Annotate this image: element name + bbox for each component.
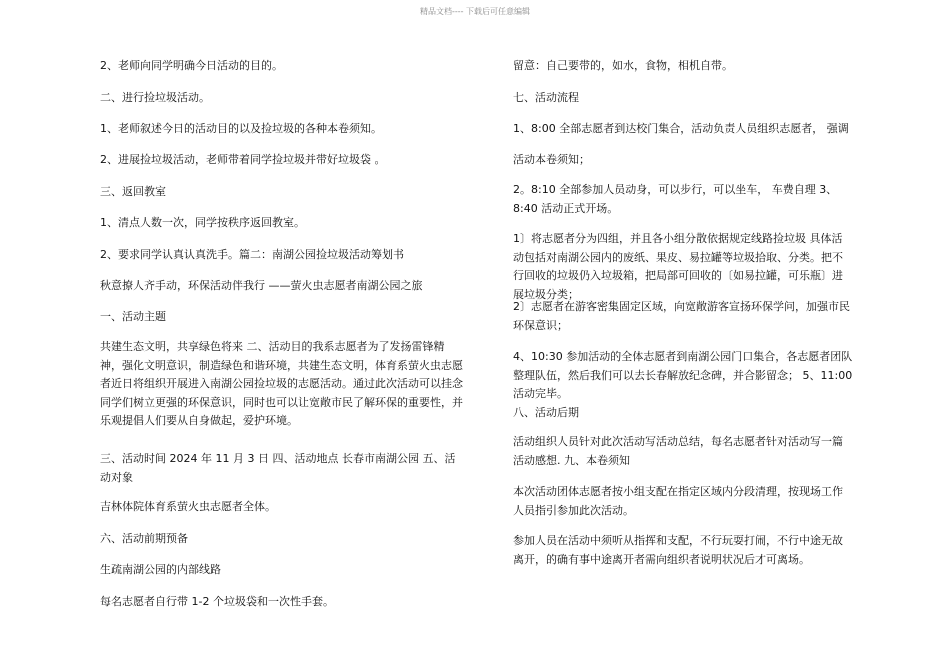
- page-header: 精品文档---- 下载后可任意编辑: [419, 7, 531, 16]
- paragraph: 吉林体院体育系萤火虫志愿者全体。: [100, 500, 276, 513]
- section-heading: 六、活动前期预备: [100, 532, 188, 545]
- paragraph: 1、老师叙述今日的活动目的以及捡垃圾的各种本卷须知。: [100, 122, 382, 135]
- paragraph: 2、进展捡垃圾活动，老师带着同学捡垃圾并带好垃圾袋 。: [100, 153, 386, 166]
- section-heading: 二、进行捡垃圾活动。: [100, 91, 210, 104]
- paragraph: 1、8:00 全部志愿者到达校门集合，活动负责人员组织志愿者， 强调: [513, 122, 849, 135]
- paragraph: 活动本卷须知；: [513, 153, 590, 166]
- paragraph: 2〕志愿者在游客密集固定区域，向宽敞游客宣扬环保学问，加强市民环保意识；: [513, 300, 850, 332]
- section-heading: 七、活动流程: [513, 91, 579, 104]
- paragraph: 参加人员在活动中须听从指挥和支配，不行玩耍打闹，不行中途无故离开，的确有事中途离开者需向组织者说明状况后才可离场。: [513, 534, 843, 566]
- section-heading: 三、返回教室: [100, 185, 166, 198]
- paragraph: 每名志愿者自行带 1-2 个垃圾袋和一次性手套。: [100, 595, 334, 608]
- subtitle: 秋意撩人齐手动，环保活动伴我行 ——萤火虫志愿者南湖公园之旅: [100, 279, 423, 292]
- paragraph: 1〕将志愿者分为四组，并且各小组分散依据规定线路捡垃圾 具体活动包括对南湖公园内的废纸、果皮、易拉罐等垃圾拾取、分类。把不行回收的垃圾仍入垃圾箱，把局部可回收的〔如易拉罐，可乐瓶〕进展垃圾分类；: [513, 232, 843, 301]
- paragraph: 活动组织人员针对此次活动写活动总结，每名志愿者针对活动写一篇活动感想. 九、本卷须知: [513, 435, 843, 467]
- paragraph: 三、活动时间 2024 年 11 月 3 日 四、活动地点 长春市南湖公园 五、活动对象: [100, 452, 456, 484]
- paragraph: 生疏南湖公园的内部线路: [100, 563, 221, 576]
- paragraph: 1、清点人数一次，同学按秩序返回教室。: [100, 216, 305, 229]
- paragraph: 2、要求同学认真认真洗手。篇二：南湖公园捡垃圾活动筹划书: [100, 248, 404, 261]
- section-heading: 八、活动后期: [513, 406, 579, 419]
- paragraph: 2。8:10 全部参加人员动身，可以步行，可以坐车， 车费自理 3、8:40 活动正式开场。: [513, 183, 838, 215]
- paragraph: 留意：自己要带的，如水，食物，相机自带。: [513, 59, 733, 72]
- paragraph: 4、10:30 参加活动的全体志愿者到南湖公园门口集合，各志愿者团队整理队伍，然后我们可以去长春解放纪念碑，并合影留念； 5、11:00 活动完毕。: [513, 350, 853, 400]
- paragraph: 2、老师向同学明确今日活动的目的。: [100, 59, 283, 72]
- paragraph: 共建生态文明，共享绿色将来 二、活动目的我系志愿者为了发扬雷锋精神，强化文明意识，制造绿色和谐环境，共建生态文明，体育系萤火虫志愿者近日将组织开展进入南湖公园捡垃圾的志愿活动。通过此次活动可以挂念同学们树立更强的环保意识，同时也可以让宽敞市民了解环保的重要性，并乐观提倡人们要从自身做起，爱护环境。: [100, 340, 463, 427]
- paragraph: 本次活动团体志愿者按小组支配在指定区域内分段清理，按现场工作人员指引参加此次活动。: [513, 485, 843, 517]
- section-heading: 一、活动主题: [100, 310, 166, 323]
